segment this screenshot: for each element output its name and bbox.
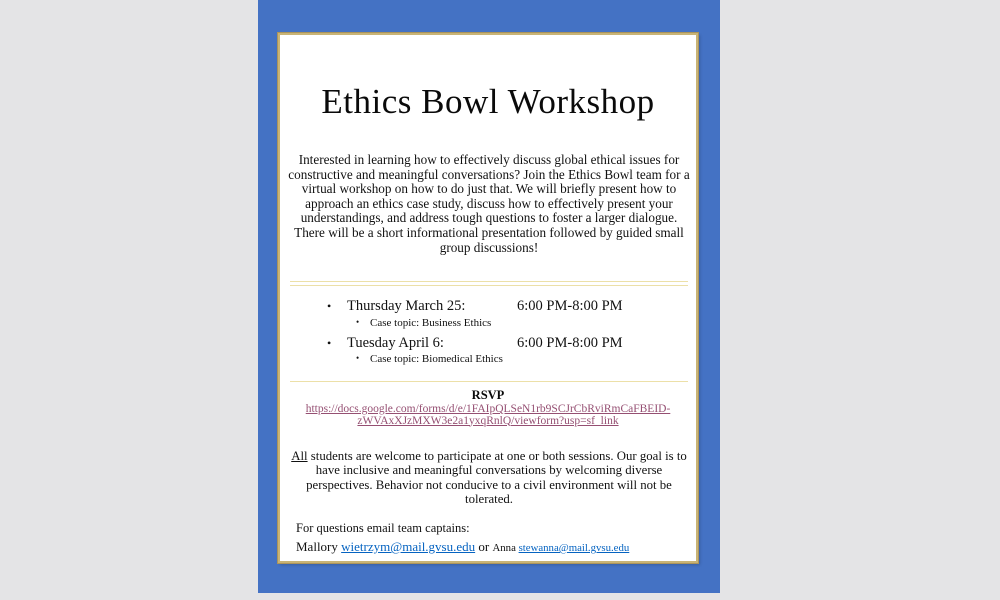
rsvp-link-line-1[interactable]: https://docs.google.com/forms/d/e/1FAIpQLSeN1rb9SCJrCbRviRmCaFBEID- (305, 403, 671, 415)
session-topic-row-1 (280, 317, 696, 329)
session-topic: Case topic: Biomedical Ethics (370, 353, 503, 365)
flyer-blue-frame (258, 0, 720, 593)
session-row-1 (280, 298, 696, 314)
policy-text: students are welcome to participate at one or both sessions. Our goal is to have inclusive and meaningful conversations by welcoming diverse perspectives. Behavior not conducive to a civil environment will not be tolerated. (306, 449, 687, 507)
session-topic: Case topic: Business Ethics (370, 317, 492, 329)
intro-paragraph: Interested in learning how to effectively discuss global ethical issues for constructive and meaningful conversations? Join the Ethics Bowl team for a virtual workshop on how to do just that. We will briefly present how to approach an ethics case study, discuss how to effectively present your understandings, and address tough questions to foster a larger dialogue. There will be a short informational presentation followed by guided small group discussions! (288, 152, 690, 255)
divider-rsvp (290, 381, 688, 382)
session-date: Tuesday April 6: (347, 335, 444, 351)
session-date: Thursday March 25: (347, 298, 466, 314)
email-link-mallory[interactable]: wietrzym@mail.gvsu.edu (341, 539, 476, 554)
session-row-2 (280, 335, 696, 351)
contact-name-2: Anna (492, 542, 519, 554)
session-time: 6:00 PM-8:00 PM (517, 335, 623, 351)
flyer-title: Ethics Bowl Workshop (321, 82, 655, 121)
contact-line (296, 539, 629, 555)
session-time: 6:00 PM-8:00 PM (517, 298, 623, 314)
rsvp-heading: RSVP (471, 388, 505, 402)
rsvp-link-line-2[interactable]: zWVAxXJzMXW3e2a1yxqRnlQ/viewform?usp=sf_link (357, 414, 619, 427)
bullet-icon (356, 353, 359, 363)
contact-separator: or (475, 539, 493, 554)
bullet-icon (327, 299, 331, 314)
flyer-page (278, 33, 698, 563)
bullet-icon (327, 336, 331, 351)
email-link-anna[interactable]: stewanna@mail.gvsu.edu (518, 542, 630, 554)
policy-paragraph (288, 449, 690, 507)
bullet-icon (356, 317, 359, 327)
session-topic-row-2 (280, 353, 696, 365)
divider-top (290, 281, 688, 286)
rsvp-form-link[interactable] (280, 404, 696, 427)
contact-heading: For questions email team captains: (296, 521, 470, 535)
contact-name-1: Mallory (296, 539, 342, 554)
policy-underlined-word: All (291, 449, 308, 463)
